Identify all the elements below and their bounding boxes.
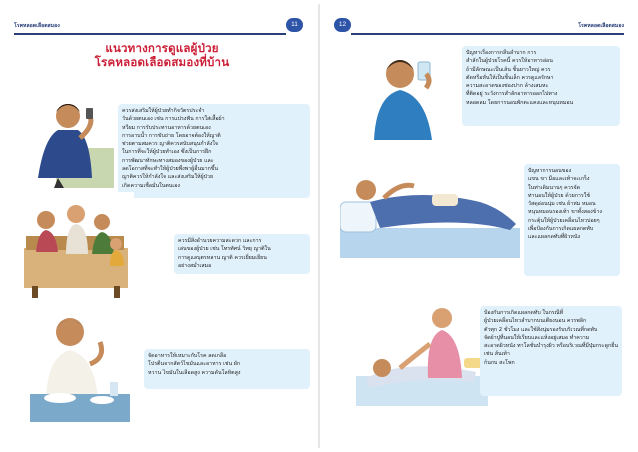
drinking-illustration: [360, 44, 470, 140]
right-paragraph-3: ป้องกันการเกิดแผลกดทับ ในกรณีที่ ผู้ป่วยเคลื่อนไหวลำบากบนเตียงนอน ควรพลิก ตัวทุก 2 ชั่วโมง และใช้สิ่งนุ่มรองรับบริเวณที่กดทับ จัดผ้าปูที่นอนให้เรียบและแห้งอยู่เสมอ ทำความ สะอาดผิวหนัง ทาโลชั่นบำรุงผิว หรือบริเวณที่มีปุ่มกระดูกยื่น เช่น ส้นเท้า ก้นกบ สะโพก: [484, 310, 618, 366]
care-paragraph-1: ควรส่งเสริมให้ผู้ป่วยทำกิจวัตรประจำ วันด้วยตนเอง เช่น การแปรงฟัน การใส่เสื้อผ้า หวีผม การรับประทานอาหารด้วยตนเอง การอาบน้ำ การขับถ่าย โดยอาจต้องให้ญาติ ช่วยตามสมควร ญาติควรสนับสนุนกำลังใจ ในการที่จะให้ผู้ป่วยทำเอง ซึ่งเป็นการฝึก การพัฒนาทักษะทางสมองของผู้ป่วย และ ลดโอกาสที่จะทำให้ผู้ป่วยพึ่งพาผู้อื่นมากขึ้น ญาติควรให้กำลังใจ และส่งเสริมให้ผู้ป่วย เกิดความเชื่อมั่นในตนเอง: [122, 108, 225, 189]
left-page-number: 11: [286, 18, 303, 32]
left-page: [14, 6, 320, 446]
right-paragraph-2: ปัญหาการนอนของ แขน ขา มือและเท้าจะเกร็ง ในท่าเดิมนานๆ ควรจัด ท่านอนให้ผู้ป่วย ด้วยการใช้ วัสดุอ่อนนุ่ม เช่น ผ้าห่ม หมอน หนุนหมอนรองเท้า ขาทั้งสองข้าง กระตุ้นให้ผู้ป่วยเคลื่อนไหวบ่อยๆ เพื่อป้องกันการเกิดแผลกดทับ และแผลกดทับที่ผิวหนัง: [528, 168, 602, 241]
page-gutter: [318, 4, 320, 448]
left-running-header: โรคหลอดเลือดสมอง: [14, 23, 60, 29]
meal-illustration: [20, 302, 136, 424]
bed-positioning-illustration: [340, 142, 540, 274]
right-page-number: 12: [334, 18, 351, 32]
title-line2: โรคหลอดเลือดสมองที่บ้าน: [94, 55, 230, 69]
right-page: [326, 6, 624, 446]
turning-patient-illustration: [356, 298, 488, 418]
family-visit-illustration: [16, 192, 134, 300]
care-paragraph-2: ควรมีสิ่งอำนวยความสะดวก และการ เล่นของผู้ป่วย เช่น โทรทัศน์ วิทยุ ญาติใน การดูแลบุตรหลาน ญาติ ควรเยี่ยมเยียน อย่างสม่ำเสมอ: [178, 238, 271, 269]
left-header-rule: [14, 33, 286, 35]
care-paragraph-3: จัดอาหารให้เหมาะกับโรค ลดเกลือ โปรตีนจากสัตว์ไขมันและอาหาร เช่น ผัก หวาน ไขมันในเลือดสูง ความดันโลหิตสูง: [148, 353, 241, 376]
right-paragraph-1: ปัญหาเรื่องการกลืนลำบาก การ สำลักในผู้ป่วยโรคนี้ ควรให้อาหารอ่อน ถ้ามีลักษณะเป็นเส้น ชิ้นยาวใหญ่ ควร ตัดหรือหั่นให้เป็นชิ้นเล็ก ควรดูแลรักษา ความสะอาดของช่องปาก ล้างเสมหะ ที่ติดอยู่ ระวังการสำลักอาหารออกไปทาง หลอดลม โดยการนอนพักตะแคงและหนุนหมอน: [466, 50, 574, 106]
right-running-header: โรคหลอดเลือดสมอง: [578, 23, 624, 29]
patient-self-care-illustration: [18, 78, 114, 188]
title-line1: แนวทางการดูแลผู้ป่วย: [105, 41, 219, 55]
